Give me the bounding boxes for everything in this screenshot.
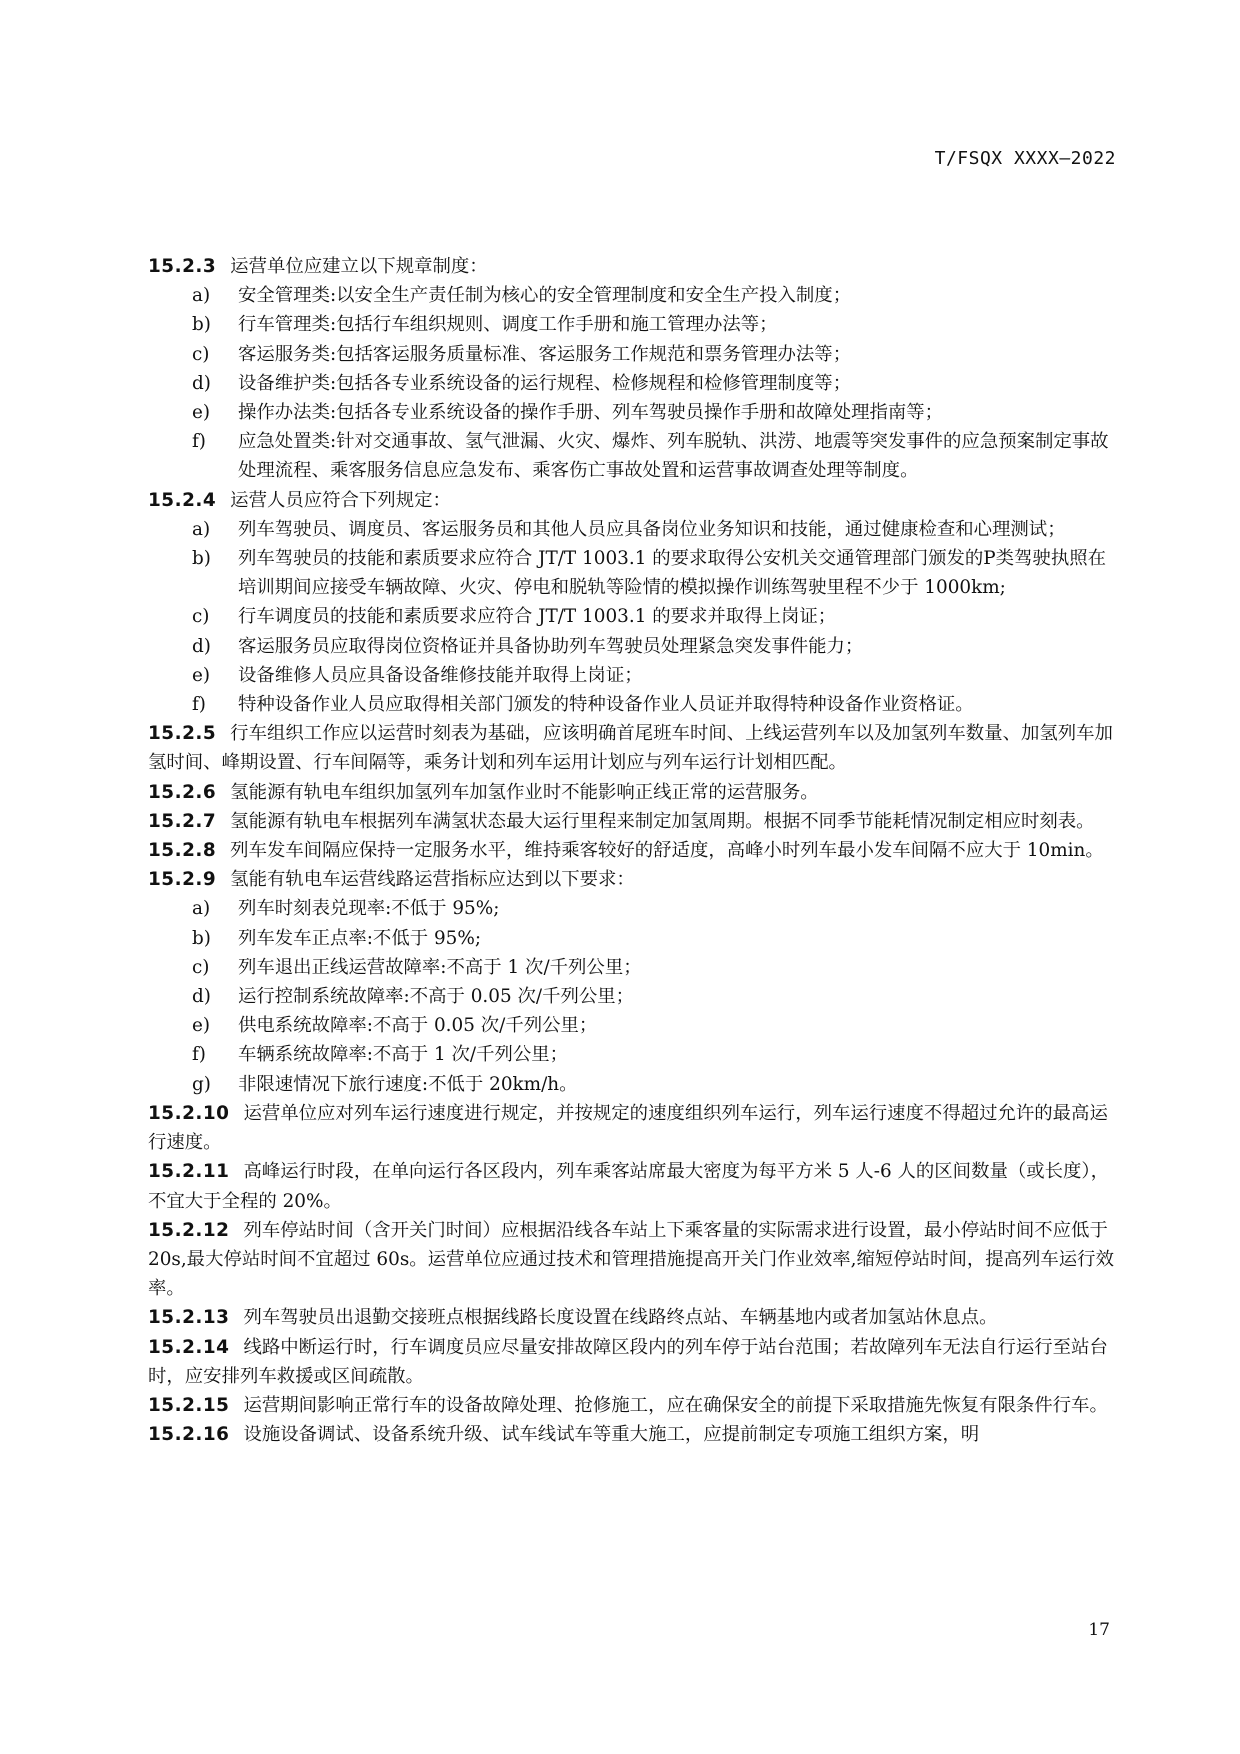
list-item-label: e): [192, 664, 211, 686]
list-item: [148, 427, 1120, 485]
list-item-label: f): [192, 1044, 206, 1066]
clause-text: 氢能源有轨电车根据列车满氢状态最大运行里程来制定加氢周期。根据不同季节能耗情况制定相应时刻表。: [230, 810, 1095, 832]
clause-number: 15.2.3: [148, 256, 217, 277]
list-item: [148, 690, 1120, 719]
clause: [148, 1391, 1120, 1420]
list-item-label: a): [192, 518, 211, 540]
clause: [148, 1420, 1120, 1449]
clause-text: 线路中断运行时，行车调度员应尽量安排故障区段内的列车停于站台范围；若故障列车无法自行运行至站台时，应安排列车救援或区间疏散。: [148, 1336, 1108, 1387]
list-item-text: 非限速情况下旅行速度:不低于 20km/h。: [238, 1073, 578, 1095]
clause: [148, 836, 1120, 865]
list-item-text: 特种设备作业人员应取得相关部门颁发的特种设备作业人员证并取得特种设备作业资格证。: [238, 694, 974, 716]
list-item-label: d): [192, 986, 211, 1008]
list-item-text: 车辆系统故障率:不高于 1 次/千列公里；: [238, 1044, 569, 1066]
list-item: [148, 661, 1120, 690]
list-item: [148, 982, 1120, 1011]
list-item-label: d): [192, 372, 211, 394]
list-item-text: 行车调度员的技能和素质要求应符合 JT/T 1003.1 的要求并取得上岗证；: [238, 606, 837, 628]
list-item: [148, 515, 1120, 544]
clause-number: 15.2.5: [148, 723, 217, 745]
list-item-text: 列车驾驶员的技能和素质要求应符合 JT/T 1003.1 的要求取得公安机关交通管理部门颁发的P类驾驶执照在培训期间应接受车辆故障、火灾、停电和脱轨等险情的模拟操作训练驾驶里程不少于 1000km;: [238, 548, 1106, 599]
clause-number: 15.2.8: [148, 840, 217, 862]
clause: [148, 1216, 1120, 1304]
clause-text: 高峰运行时段，在单向运行各区段内，列车乘客站席最大密度为每平方米 5 人-6 人的区间数量（或长度），不宜大于全程的 20%。: [148, 1161, 1110, 1212]
list-item: [148, 953, 1120, 982]
list-item-text: 列车时刻表兑现率:不低于 95%;: [238, 898, 500, 920]
list-item: [148, 602, 1120, 631]
clause: [148, 486, 1120, 515]
list-item-label: g): [192, 1073, 211, 1095]
list-item-label: f): [192, 694, 206, 716]
list-item-text: 列车退出正线运营故障率:不高于 1 次/千列公里；: [238, 956, 642, 978]
list-item: [148, 310, 1120, 339]
clause: [148, 1099, 1120, 1157]
list-item-text: 供电系统故障率:不高于 0.05 次/千列公里；: [238, 1015, 598, 1037]
list-item-label: c): [192, 956, 210, 978]
list-item-label: d): [192, 635, 211, 657]
list-item-label: a): [192, 285, 211, 307]
clause-number: 15.2.4: [148, 489, 217, 511]
clause-number: 15.2.11: [148, 1161, 230, 1183]
list-item-label: b): [192, 548, 211, 570]
page-number: 17: [1088, 1620, 1110, 1640]
list-item-label: c): [192, 606, 210, 628]
clause: [148, 778, 1120, 807]
clause-number: 15.2.10: [148, 1102, 230, 1124]
list-item: [148, 369, 1120, 398]
clause-number: 15.2.13: [148, 1307, 230, 1329]
list-item-label: a): [192, 898, 211, 920]
list-item-label: b): [192, 927, 211, 949]
list-item: [148, 1070, 1120, 1099]
list-item-label: c): [192, 343, 210, 365]
clause-number: 15.2.7: [148, 810, 217, 832]
clause-text: 运营单位应建立以下规章制度：: [230, 256, 488, 277]
clause-number: 15.2.6: [148, 781, 217, 803]
list-item: [148, 1040, 1120, 1069]
list-item-label: b): [192, 314, 211, 336]
clause-text: 运营人员应符合下列规定：: [230, 489, 451, 511]
document-body: [148, 252, 1120, 1449]
clause-text: 运营期间影响正常行车的设备故障处理、抢修施工，应在确保安全的前提下采取措施先恢复有限条件行车。: [243, 1394, 1108, 1416]
list-item-text: 设备维护类:包括各专业系统设备的运行规程、检修规程和检修管理制度等；: [238, 372, 852, 394]
clause-number: 15.2.16: [148, 1424, 230, 1446]
clause-text: 行车组织工作应以运营时刻表为基础，应该明确首尾班车时间、上线运营列车以及加氢列车数量、加氢列车加氢时间、峰期设置、行车间隔等，乘务计划和列车运用计划应与列车运行计划相匹配。: [148, 723, 1113, 774]
clause-number: 15.2.15: [148, 1394, 230, 1416]
clause-text: 运营单位应对列车运行速度进行规定，并按规定的速度组织列车运行，列车运行速度不得超过允许的最高运行速度。: [148, 1102, 1108, 1154]
clause-text: 氢能源有轨电车组织加氢列车加氢作业时不能影响正线正常的运营服务。: [230, 781, 819, 803]
list-item-text: 操作办法类:包括各专业系统设备的操作手册、列车驾驶员操作手册和故障处理指南等；: [238, 402, 944, 424]
list-item-label: e): [192, 1015, 211, 1037]
list-item-label: f): [192, 431, 206, 453]
clause: [148, 1333, 1120, 1391]
clause-number: 15.2.14: [148, 1336, 230, 1358]
list-item-text: 列车发车正点率:不低于 95%;: [238, 927, 482, 949]
list-item: [148, 632, 1120, 661]
clause: [148, 865, 1120, 894]
list-item: [148, 924, 1120, 953]
clause: [148, 1157, 1120, 1215]
list-item: [148, 281, 1120, 310]
list-item: [148, 340, 1120, 369]
clause: [148, 719, 1120, 777]
list-item-label: e): [192, 402, 211, 424]
clause-number: 15.2.12: [148, 1219, 230, 1241]
list-item: [148, 398, 1120, 427]
clause-text: 氢能有轨电车运营线路运营指标应达到以下要求：: [230, 869, 635, 891]
clause-text: 列车停站时间（含开关门时间）应根据沿线各车站上下乘客量的实际需求进行设置，最小停站时间不应低于 20s,最大停站时间不宜超过 60s。运营单位应通过技术和管理措施提高开关门作业效率,缩短停站时间，提高列车运行效率。: [148, 1219, 1114, 1300]
clause-text: 设施设备调试、设备系统升级、试车线试车等重大施工，应提前制定专项施工组织方案，明: [243, 1424, 980, 1446]
clause: [148, 252, 1120, 281]
list-item-text: 列车驾驶员、调度员、客运服务员和其他人员应具备岗位业务知识和技能，通过健康检查和心理测试；: [238, 518, 1066, 540]
clause: [148, 1303, 1120, 1332]
list-item-text: 设备维修人员应具备设备维修技能并取得上岗证；: [238, 664, 643, 686]
list-item-text: 运行控制系统故障率:不高于 0.05 次/千列公里；: [238, 986, 635, 1008]
clause-number: 15.2.9: [148, 869, 217, 891]
clause-text: 列车驾驶员出退勤交接班点根据线路长度设置在线路终点站、车辆基地内或者加氢站休息点。: [243, 1307, 998, 1329]
list-item: [148, 1011, 1120, 1040]
document-code: T/FSQX XXXX—2022: [934, 148, 1116, 169]
list-item: [148, 544, 1120, 602]
list-item-text: 安全管理类:以安全生产责任制为核心的安全管理制度和安全生产投入制度；: [238, 285, 852, 307]
list-item-text: 客运服务员应取得岗位资格证并具备协助列车驾驶员处理紧急突发事件能力；: [238, 635, 864, 657]
list-item-text: 行车管理类:包括行车组织规则、调度工作手册和施工管理办法等；: [238, 314, 778, 336]
list-item-text: 应急处置类:针对交通事故、氢气泄漏、火灾、爆炸、列车脱轨、洪涝、地震等突发事件的应急预案制定事故处理流程、乘客服务信息应急发布、乘客伤亡事故处置和运营事故调查处理等制度。: [238, 431, 1109, 482]
clause: [148, 807, 1120, 836]
list-item-text: 客运服务类:包括客运服务质量标准、客运服务工作规范和票务管理办法等；: [238, 343, 852, 365]
list-item: [148, 894, 1120, 923]
clause-text: 列车发车间隔应保持一定服务水平，维持乘客较好的舒适度，高峰小时列车最小发车间隔不应大于 10min。: [230, 840, 1104, 862]
